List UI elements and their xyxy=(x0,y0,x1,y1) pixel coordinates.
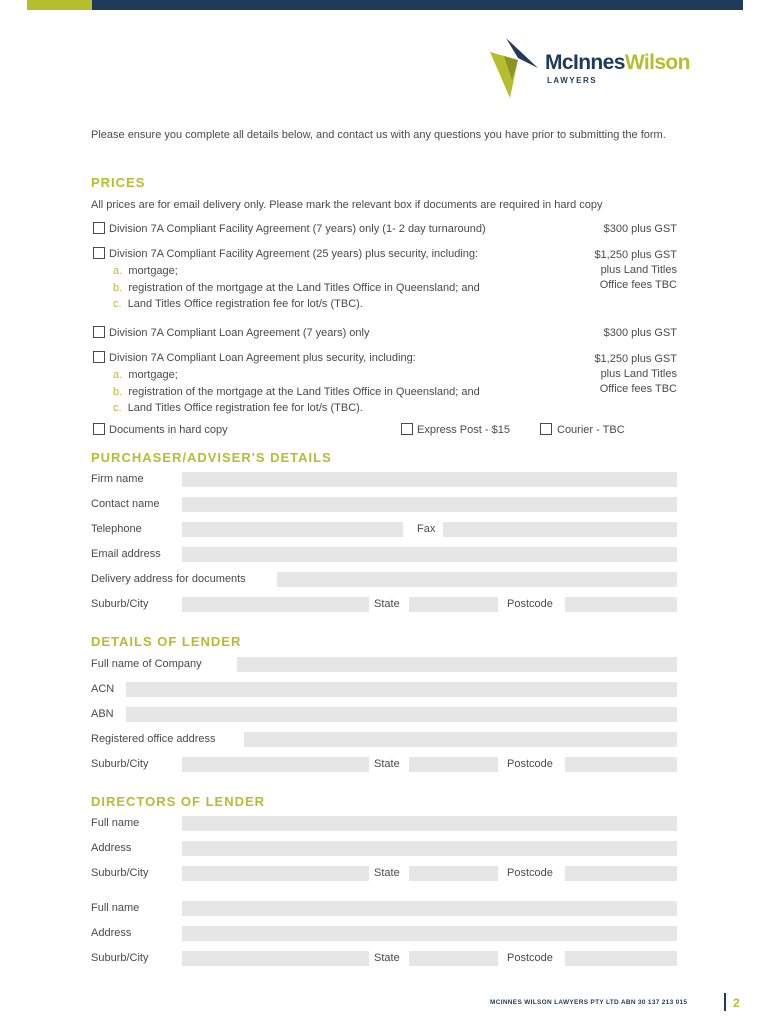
company-name-label: Full name of Company xyxy=(91,658,202,670)
header-bar-accent xyxy=(27,0,92,10)
express-post-label: Express Post - $15 xyxy=(417,424,510,436)
company-name-input[interactable] xyxy=(237,657,677,672)
acn-label: ACN xyxy=(91,683,115,695)
lender-state-label: State xyxy=(374,758,400,770)
lender-suburb-input[interactable] xyxy=(182,757,369,772)
facility-25yr-checkbox[interactable] xyxy=(93,247,105,259)
directors-heading: DIRECTORS OF LENDER xyxy=(91,794,266,809)
state-label: State xyxy=(374,598,400,610)
fax-input[interactable] xyxy=(443,522,677,537)
director2-postcode-label: Postcode xyxy=(507,952,553,964)
registered-office-label: Registered office address xyxy=(91,733,216,745)
director2-address-label: Address xyxy=(91,927,132,939)
director2-postcode-input[interactable] xyxy=(565,951,677,966)
loan-7yr-label: Division 7A Compliant Loan Agreement (7 years) only xyxy=(109,327,370,339)
director1-name-label: Full name xyxy=(91,817,140,829)
contact-name-input[interactable] xyxy=(182,497,677,512)
telephone-label: Telephone xyxy=(91,523,142,535)
express-post-checkbox[interactable] xyxy=(401,423,413,435)
footer-divider xyxy=(724,993,726,1011)
lender-postcode-input[interactable] xyxy=(565,757,677,772)
director2-name-input[interactable] xyxy=(182,901,677,916)
intro-text: Please ensure you complete all details below, and contact us with any questions you have prior to submitting the form. xyxy=(91,129,666,141)
fax-label: Fax xyxy=(417,523,436,535)
lender-postcode-label: Postcode xyxy=(507,758,553,770)
director2-name-label: Full name xyxy=(91,902,140,914)
loan-7yr-price: $300 plus GST xyxy=(603,327,677,339)
abn-input[interactable] xyxy=(126,707,677,722)
firm-name-input[interactable] xyxy=(182,472,677,487)
lender-state-input[interactable] xyxy=(409,757,498,772)
lender-suburb-label: Suburb/City xyxy=(91,758,149,770)
prices-heading: PRICES xyxy=(91,175,146,190)
loan-7yr-checkbox[interactable] xyxy=(93,326,105,338)
logo-wordmark: McInnesWilson xyxy=(545,51,690,74)
facility-7yr-checkbox[interactable] xyxy=(93,222,105,234)
director2-state-label: State xyxy=(374,952,400,964)
email-label: Email address xyxy=(91,548,161,560)
lender-heading: DETAILS OF LENDER xyxy=(91,634,242,649)
logo-subtitle: LAWYERS xyxy=(547,76,598,85)
director1-postcode-input[interactable] xyxy=(565,866,677,881)
loan-security-label: Division 7A Compliant Loan Agreement plus security, including: xyxy=(109,352,416,364)
state-input[interactable] xyxy=(409,597,498,612)
acn-input[interactable] xyxy=(126,682,677,697)
abn-label: ABN xyxy=(91,708,114,720)
postcode-label: Postcode xyxy=(507,598,553,610)
loan-security-sub-c: c. Land Titles Office registration fee for lot/s (TBC). xyxy=(113,402,363,414)
contact-name-label: Contact name xyxy=(91,498,160,510)
director1-name-input[interactable] xyxy=(182,816,677,831)
director1-state-label: State xyxy=(374,867,400,879)
header-bar xyxy=(92,0,743,10)
director1-suburb-label: Suburb/City xyxy=(91,867,149,879)
telephone-input[interactable] xyxy=(182,522,403,537)
courier-checkbox[interactable] xyxy=(540,423,552,435)
facility-7yr-price: $300 plus GST xyxy=(603,223,677,235)
facility-25yr-sub-c: c. Land Titles Office registration fee for lot/s (TBC). xyxy=(113,298,363,310)
purchaser-heading: PURCHASER/ADVISER'S DETAILS xyxy=(91,450,332,465)
director1-suburb-input[interactable] xyxy=(182,866,369,881)
facility-25yr-sub-b: b. registration of the mortgage at the Land Titles Office in Queensland; and xyxy=(113,282,480,294)
facility-25yr-price: $1,250 plus GST plus Land Titles Office fees TBC xyxy=(594,249,677,291)
facility-25yr-sub-a: a. mortgage; xyxy=(113,265,178,277)
registered-office-input[interactable] xyxy=(244,732,677,747)
courier-label: Courier - TBC xyxy=(557,424,625,436)
delivery-address-label: Delivery address for documents xyxy=(91,573,246,585)
director2-address-input[interactable] xyxy=(182,926,677,941)
firm-name-label: Firm name xyxy=(91,473,144,485)
director2-suburb-label: Suburb/City xyxy=(91,952,149,964)
logo-mark-icon xyxy=(490,38,550,100)
facility-25yr-label: Division 7A Compliant Facility Agreement (25 years) plus security, including: xyxy=(109,248,479,260)
director1-address-input[interactable] xyxy=(182,841,677,856)
loan-security-sub-b: b. registration of the mortgage at the Land Titles Office in Queensland; and xyxy=(113,386,480,398)
suburb-label: Suburb/City xyxy=(91,598,149,610)
suburb-input[interactable] xyxy=(182,597,369,612)
facility-7yr-label: Division 7A Compliant Facility Agreement (7 years) only (1- 2 day turnaround) xyxy=(109,223,486,235)
director1-address-label: Address xyxy=(91,842,132,854)
page-number: 2 xyxy=(733,996,740,1010)
delivery-address-input[interactable] xyxy=(277,572,677,587)
loan-security-price: $1,250 plus GST plus Land Titles Office fees TBC xyxy=(594,353,677,395)
loan-security-checkbox[interactable] xyxy=(93,351,105,363)
director1-postcode-label: Postcode xyxy=(507,867,553,879)
director2-suburb-input[interactable] xyxy=(182,951,369,966)
footer-company: MCINNES WILSON LAWYERS PTY LTD ABN 30 137 213 015 xyxy=(490,999,688,1006)
company-logo xyxy=(490,38,720,100)
hard-copy-checkbox[interactable] xyxy=(93,423,105,435)
director1-state-input[interactable] xyxy=(409,866,498,881)
loan-security-sub-a: a. mortgage; xyxy=(113,369,178,381)
hard-copy-label: Documents in hard copy xyxy=(109,424,228,436)
postcode-input[interactable] xyxy=(565,597,677,612)
email-input[interactable] xyxy=(182,547,677,562)
director2-state-input[interactable] xyxy=(409,951,498,966)
prices-note: All prices are for email delivery only. Please mark the relevant box if documents are required in hard copy xyxy=(91,199,603,211)
